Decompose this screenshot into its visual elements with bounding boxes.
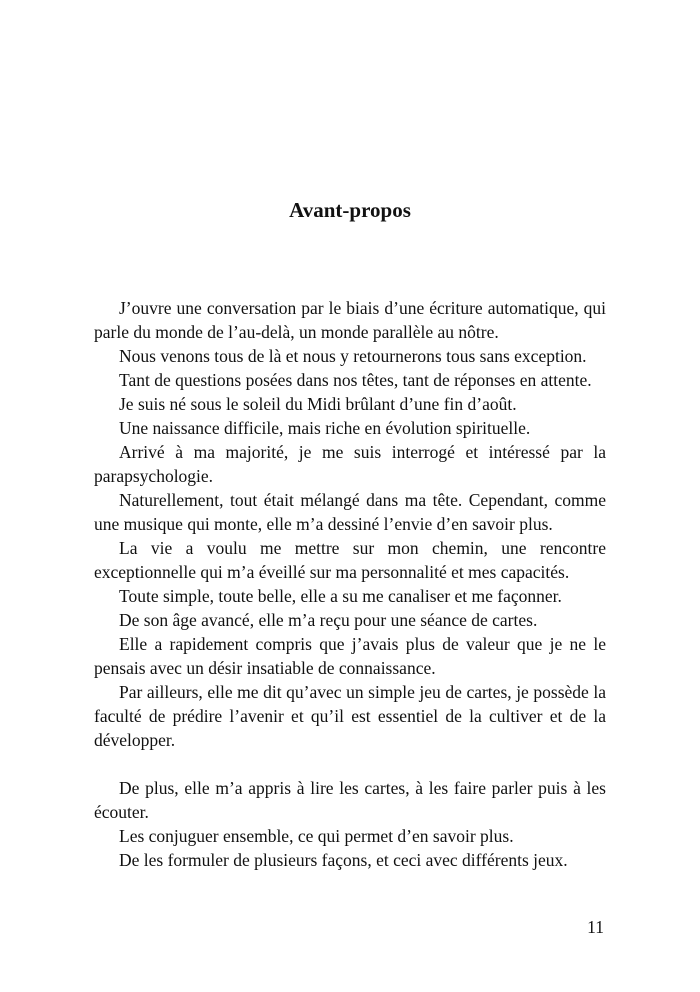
paragraph: De son âge avancé, elle m’a reçu pour une séance de cartes.: [119, 610, 538, 630]
paragraph: Par ailleurs, elle me dit qu’avec un simple jeu de cartes, je possède la faculté de prédire l’avenir et qu’il est essentiel de la cultiver et de la développer.: [94, 682, 606, 750]
paragraph: Je suis né sous le soleil du Midi brûlant d’une fin d’août.: [119, 394, 517, 414]
page-title: Avant-propos: [289, 198, 411, 222]
paragraph: Nous venons tous de là et nous y retournerons tous sans exception.: [119, 346, 587, 366]
paragraph: J’ouvre une conversation par le biais d’une écriture automatique, qui parle du monde de l’au-delà, un monde parallèle au nôtre.: [94, 298, 606, 342]
paragraph: Tant de questions posées dans nos têtes, tant de réponses en attente.: [119, 370, 592, 390]
page-number: 11: [587, 917, 604, 937]
body-text: [94, 296, 606, 872]
paragraph: Toute simple, toute belle, elle a su me canaliser et me façonner.: [119, 586, 562, 606]
paragraph: Naturellement, tout était mélangé dans ma tête. Cependant, comme une musique qui monte, elle m’a dessiné l’envie d’en savoir plus.: [94, 490, 606, 534]
paragraph: De plus, elle m’a appris à lire les cartes, à les faire parler puis à les écouter.: [94, 778, 606, 822]
paragraph: Une naissance difficile, mais riche en évolution spirituelle.: [119, 418, 531, 438]
paragraph: Elle a rapidement compris que j’avais plus de valeur que je ne le pensais avec un désir insatiable de connaissance.: [94, 634, 606, 678]
paragraph: Arrivé à ma majorité, je me suis interrogé et intéressé par la parapsychologie.: [94, 442, 606, 486]
paragraph: La vie a voulu me mettre sur mon chemin, une rencontre exceptionnelle qui m’a éveillé sur ma personnalité et mes capacités.: [94, 538, 606, 582]
paragraph: Les conjuguer ensemble, ce qui permet d’en savoir plus.: [119, 826, 514, 846]
paragraph: De les formuler de plusieurs façons, et ceci avec différents jeux.: [119, 850, 568, 870]
